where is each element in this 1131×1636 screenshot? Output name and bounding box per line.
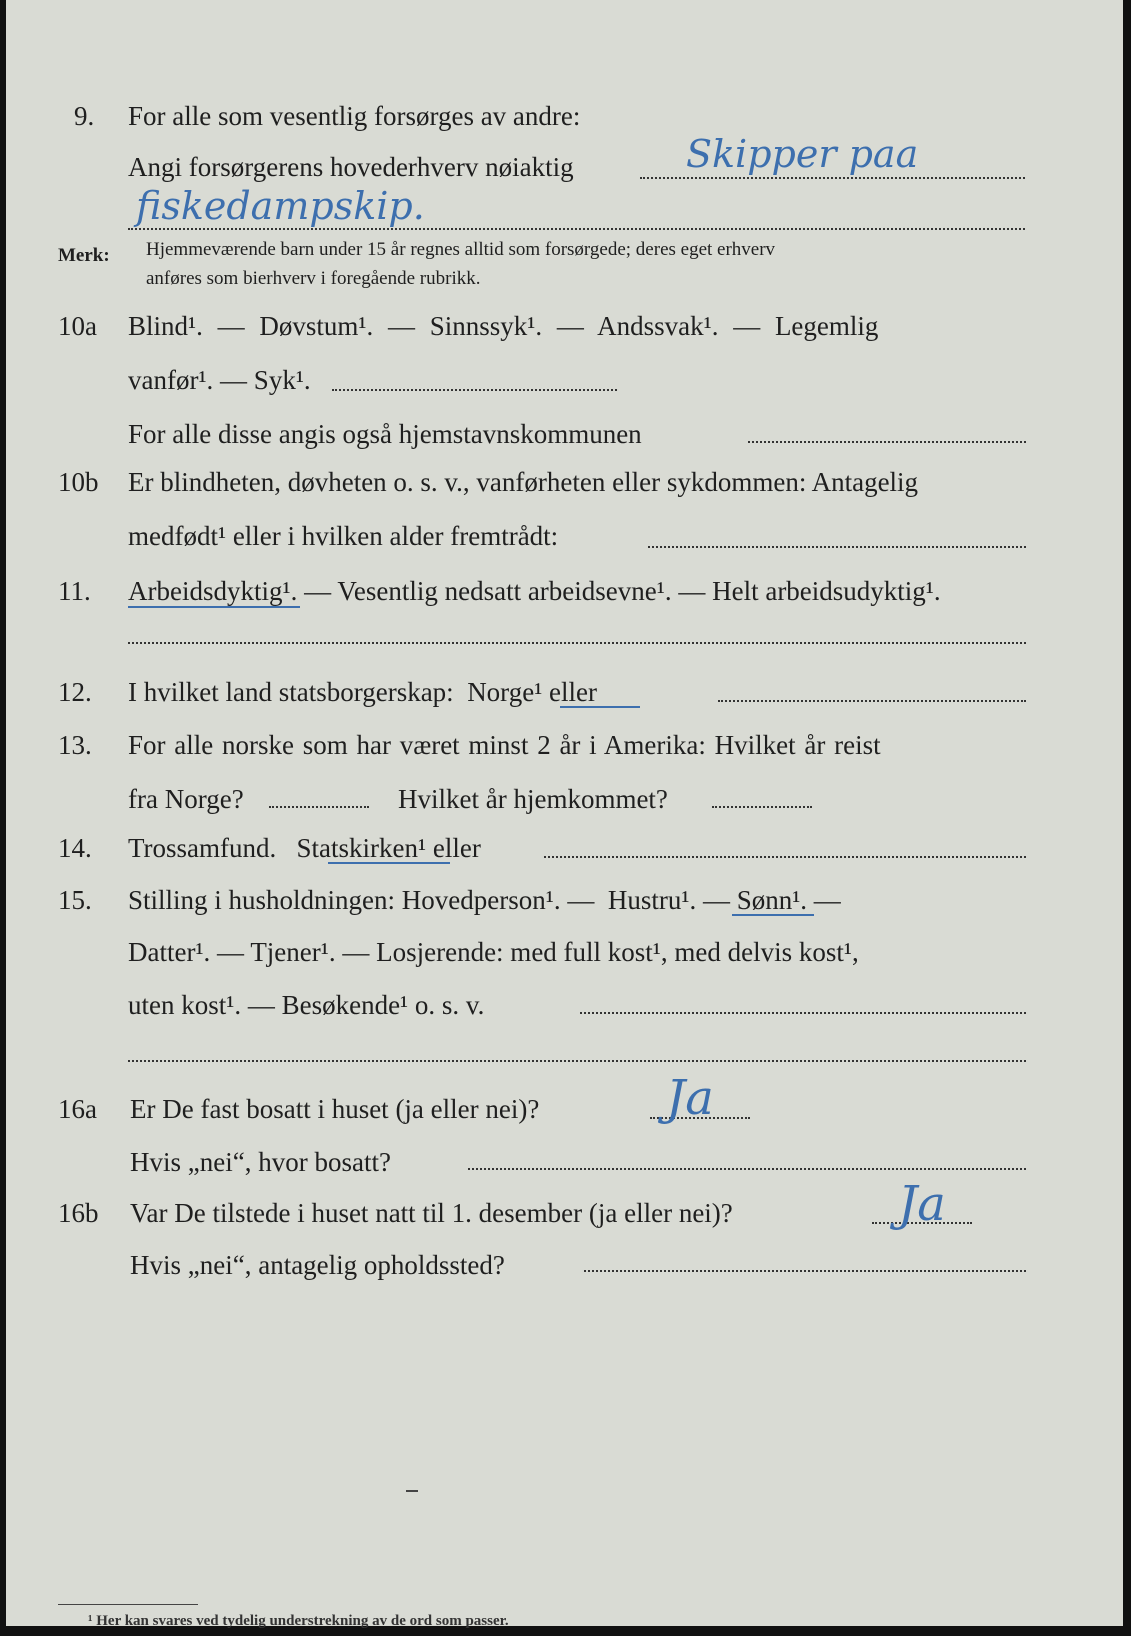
q15-line3: uten kost¹. — Besøkende¹ o. s. v.: [128, 990, 485, 1020]
q14-handwritten-underline: [328, 862, 450, 864]
q12-option-norge[interactable]: Norge: [467, 677, 535, 707]
q10a-line2: vanfør¹. — Syk¹.: [128, 365, 311, 395]
q16a-line1: Er De fast bosatt i huset (ja eller nei)?: [130, 1094, 540, 1124]
q10a-line3: For alle disse angis også hjemstavnskommunen: [128, 419, 642, 449]
q11-option-arbeidsdyktig[interactable]: Arbeidsdyktig: [128, 576, 283, 606]
merk-label: Merk:: [58, 245, 110, 266]
q11-rest: ¹. — Vesentlig nedsatt arbeidsevne¹. — Helt arbeidsudyktig¹.: [282, 576, 941, 606]
q11-text: [128, 575, 941, 607]
q10b-field[interactable]: [648, 546, 1026, 548]
q12-number: 12.: [58, 677, 92, 707]
q14-option-statskirken[interactable]: Statskirken: [296, 833, 419, 863]
q13-number: 13.: [58, 730, 92, 760]
q14-field[interactable]: [544, 856, 1026, 858]
footnote-rule: [58, 1604, 198, 1605]
q11-number: 11.: [58, 576, 91, 606]
q15-line2: Datter¹. — Tjener¹. — Losjerende: med full kost¹, med delvis kost¹,: [128, 937, 859, 967]
q13-line1: For alle norske som har været minst 2 år i Amerika: Hvilket år reist: [128, 730, 881, 760]
q15-line1c: ¹. — Sønn¹. —: [681, 885, 841, 915]
q13-reist-field[interactable]: [269, 806, 369, 808]
q10a-hjemstavn-field[interactable]: [748, 441, 1026, 443]
q14-prefix: Trossamfund.: [128, 833, 277, 863]
q14-suffix: ¹ eller: [418, 833, 481, 863]
q16a-line2: Hvis „nei“, hvor bosatt?: [130, 1147, 391, 1177]
q15-number: 15.: [58, 885, 92, 915]
q10a-syk-field[interactable]: [332, 389, 617, 391]
merk-line2: anføres som bierhverv i foregående rubrikk.: [146, 268, 481, 289]
q16a-bosatt-field[interactable]: [468, 1168, 1026, 1170]
q15-line1: [128, 884, 841, 916]
q14-text: [128, 832, 481, 864]
q12-suffix: ¹ eller: [534, 677, 597, 707]
q16a-number: 16a: [58, 1094, 97, 1124]
q9-handwritten-answer1: Skipper paa: [686, 132, 919, 176]
q14-number: 14.: [58, 833, 92, 863]
q9-line1: For alle som vesentlig forsørges av andre:: [128, 101, 581, 131]
footnote: ¹ Her kan svares ved tydelig understrekning av de ord som passer.: [88, 1613, 509, 1629]
q13-line2b: Hvilket år hjemkommet?: [398, 784, 668, 814]
q9-handwritten-answer2: fiskedampskip.: [136, 184, 425, 228]
merk-line1: Hjemmeværende barn under 15 år regnes alltid som forsørgede; deres eget erhverv: [146, 239, 776, 260]
q9-number: 9.: [74, 101, 95, 131]
q12-field[interactable]: [718, 700, 1026, 702]
q15-handwritten-underline: [732, 914, 814, 916]
q11-field[interactable]: [128, 642, 1026, 644]
q16b-handwritten-answer: Ja: [898, 1176, 946, 1232]
q12-prefix: I hvilket land statsborgerskap:: [128, 677, 454, 707]
census-form-page: [6, 0, 1123, 1629]
q10b-number: 10b: [58, 467, 99, 497]
q15-field-extra[interactable]: [128, 1060, 1026, 1062]
q12-handwritten-underline: [560, 706, 640, 708]
q15-option-hustru[interactable]: Hustru: [607, 885, 682, 915]
q15-line1a: Stilling i husholdningen: Hovedperson¹. —: [128, 885, 595, 915]
q10a-line1: Blind¹. — Døvstum¹. — Sinnssyk¹. — Andssvak¹. — Legemlig: [128, 311, 879, 341]
q13-line2a: fra Norge?: [128, 784, 244, 814]
q9-line2: Angi forsørgerens hovederhverv nøiaktig: [128, 152, 574, 182]
q10b-line1: Er blindheten, døvheten o. s. v., vanførheten eller sykdommen: Antagelig: [128, 467, 919, 497]
q11-handwritten-underline: [128, 606, 300, 608]
q15-field[interactable]: [580, 1012, 1026, 1014]
q16b-number: 16b: [58, 1198, 99, 1228]
q16b-line1: Var De tilstede i huset natt til 1. desember (ja eller nei)?: [130, 1198, 733, 1228]
q16b-opholdssted-field[interactable]: [584, 1270, 1026, 1272]
q10a-number: 10a: [58, 311, 97, 341]
q9-answer-line2[interactable]: [128, 228, 1025, 230]
q12-text: [128, 676, 597, 708]
stray-mark: [406, 1490, 418, 1492]
q13-hjemkommet-field[interactable]: [712, 806, 812, 808]
q16b-line2: Hvis „nei“, antagelig opholdssted?: [130, 1250, 505, 1280]
q10b-line2: medfødt¹ eller i hvilken alder fremtrådt:: [128, 521, 559, 551]
q16a-handwritten-answer: Ja: [666, 1070, 714, 1126]
q9-answer-line1[interactable]: [640, 177, 1025, 179]
